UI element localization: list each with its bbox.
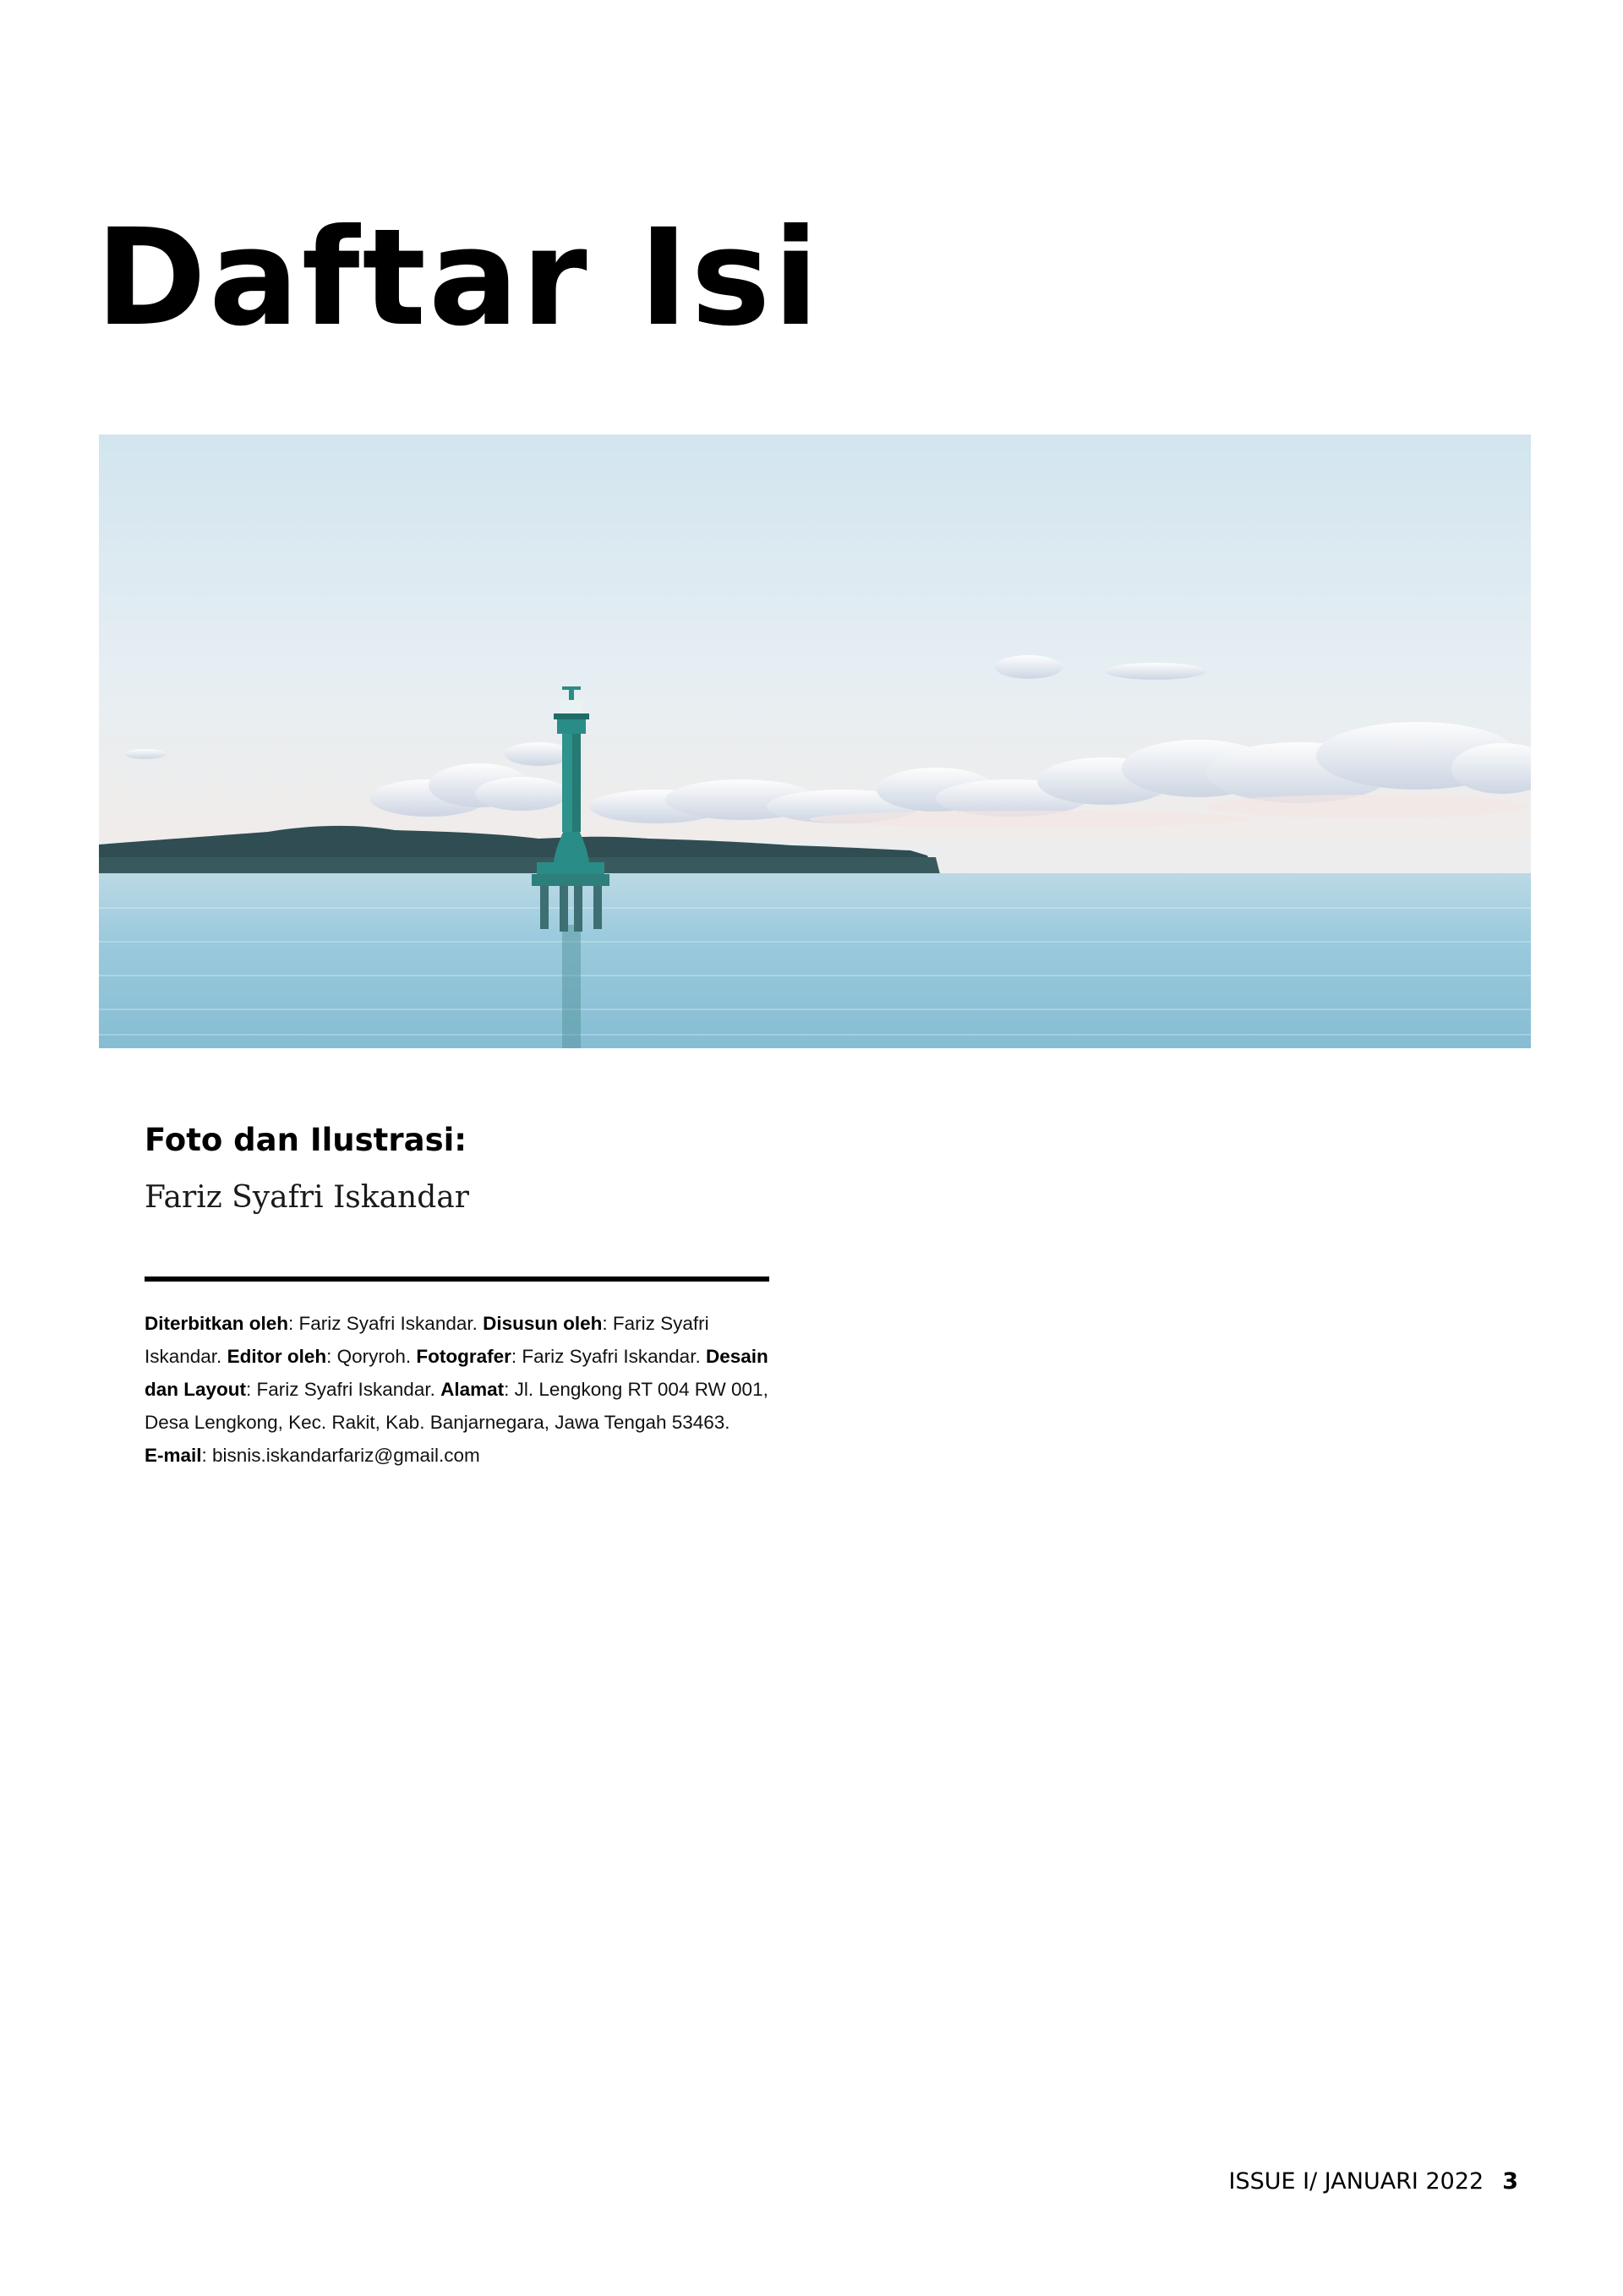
email-value: : bisnis.iskandarfariz@gmail.com: [201, 1445, 480, 1466]
page-title: Daftar Isi: [96, 200, 822, 356]
design-value: : Fariz Syafri Iskandar.: [246, 1379, 435, 1400]
design-label: Desain dan Layout: [145, 1346, 768, 1400]
page-number: 3: [1502, 2168, 1518, 2195]
published-by-value: : Fariz Syafri Iskandar.: [288, 1313, 478, 1334]
imprint-block: [145, 1307, 774, 1472]
photographer-value: : Fariz Syafri Iskandar.: [511, 1346, 701, 1367]
editor-label: Editor oleh: [227, 1346, 327, 1367]
lighthouse-seascape-photo: [99, 435, 1531, 1048]
issue-label: ISSUE I/ JANUARI 2022: [1228, 2168, 1484, 2195]
credits-name: Fariz Syafri Iskandar: [145, 1180, 469, 1215]
address-label: Alamat: [440, 1379, 505, 1400]
editor-value: : Qoryroh.: [326, 1346, 412, 1367]
address-value: : Jl. Lengkong RT 004 RW 001, Desa Lengkong, Kec. Rakit, Kab. Banjarnegara, Jawa Tengah 53463.: [145, 1379, 768, 1433]
credits-heading: Foto dan Ilustrasi:: [145, 1122, 467, 1158]
page-footer: [1229, 2170, 1519, 2193]
compiled-by-value: : Fariz Syafri Iskandar.: [145, 1313, 709, 1367]
published-by-label: Diterbitkan oleh: [145, 1313, 289, 1334]
photographer-label: Fotografer: [416, 1346, 511, 1367]
email-label: E-mail: [145, 1445, 202, 1466]
compiled-by-label: Disusun oleh: [483, 1313, 603, 1334]
divider: [145, 1276, 769, 1282]
